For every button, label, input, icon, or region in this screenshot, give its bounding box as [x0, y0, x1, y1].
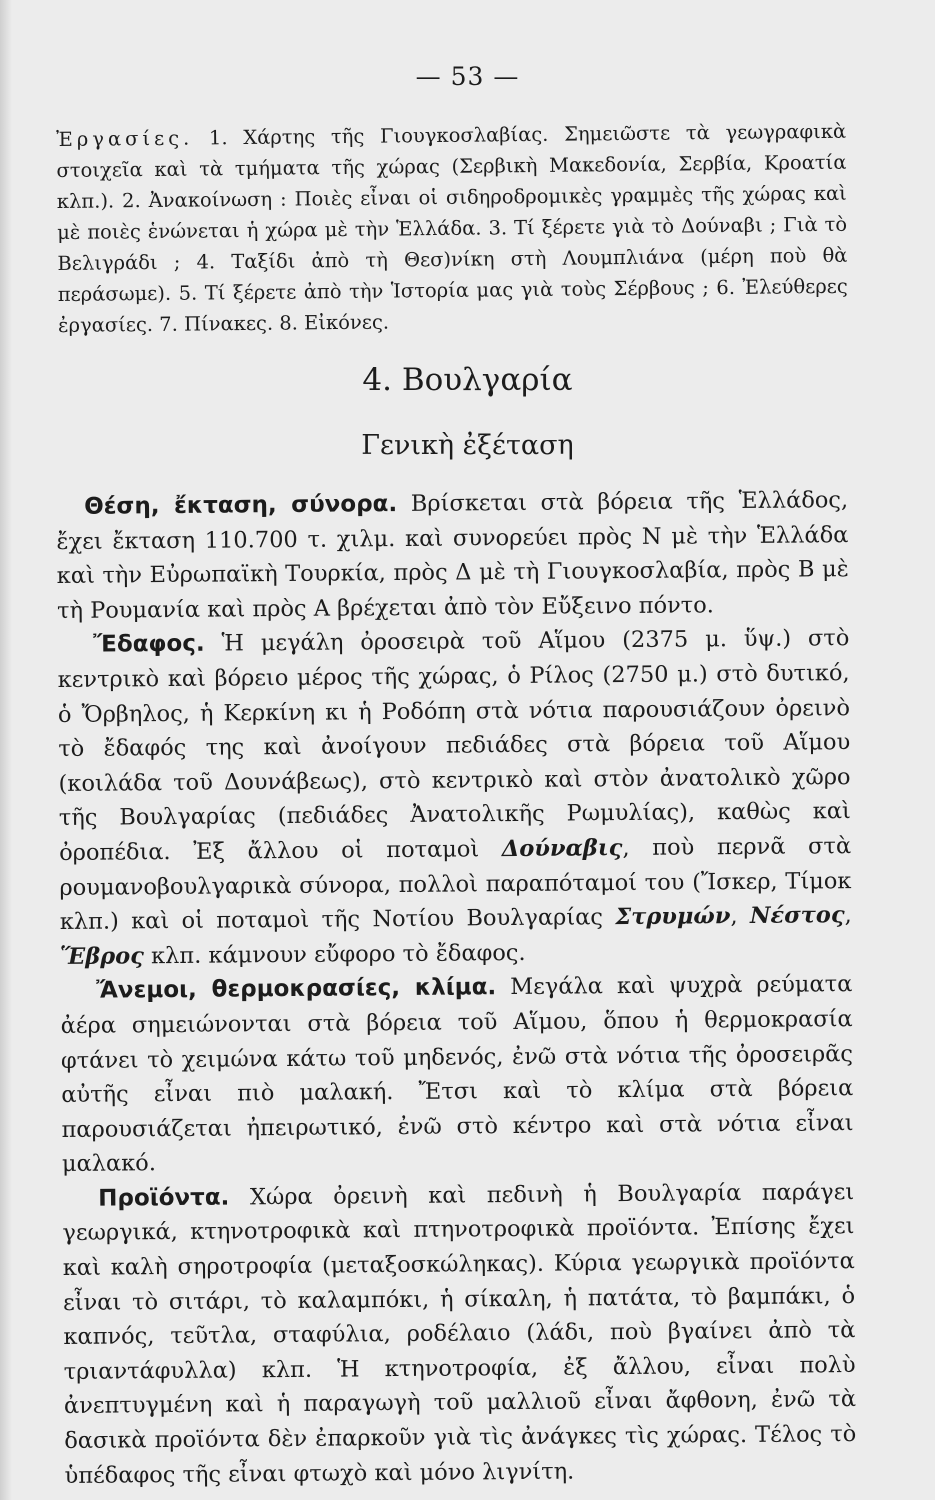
paragraph-text: Μεγάλα καὶ ψυχρὰ ρεύματα ἀέρα σημειώνονται στὰ βόρεια τοῦ Αἵμου, ὅπου ἡ θερμοκρασία φτάνει τὸ χειμώνα κάτω τοῦ μηδενός, ἐνῶ στὰ νότια τῆς ὀροσειρᾶς αὐτῆς εἶναι πιὸ μαλακή. Ἔτσι καὶ τὸ κλίμα στὰ βόρεια παρουσιάζεται ἠπειρωτικό, ἐνῶ στὸ κέντρο καὶ στὰ νότια εἶναι μαλακό.	[60, 971, 854, 1178]
paragraph-heading: Προϊόντα.	[98, 1184, 230, 1212]
paragraph-products	[62, 1175, 857, 1493]
paragraph-terrain	[57, 621, 852, 974]
river-name: Νέστος	[749, 902, 845, 930]
exercises-block	[56, 116, 848, 341]
paragraph-heading: Θέση, ἔκταση, σύνορα.	[84, 491, 398, 520]
paragraph-position	[56, 483, 849, 628]
exercises-lead: Ἐργασίες.	[56, 126, 194, 151]
paragraph-heading: Ἄνεμοι, θερμοκρασίες, κλίμα.	[96, 974, 497, 1004]
river-name: Ἕβρος	[59, 942, 144, 970]
separator: ,	[844, 902, 852, 929]
paragraph-climate	[60, 967, 854, 1181]
paragraph-text: Χώρα ὀρεινὴ καὶ πεδινὴ ἡ Βουλγαρία παράγει γεωργικά, κτηνοτροφικὰ καὶ πτηνοτροφικὰ προϊόντα. Ἐπίσης ἔχει καὶ καλὴ σηροτροφία (μεταξοσκώληκας). Κύρια γεωργικὰ προϊόντα εἶναι τὸ σιτάρι, τὸ καλαμπόκι, ἡ σίκαλη, ἡ πατάτα, τὸ βαμπάκι, ὁ καπνός, τεῦτλα, σταφύλια, ροδέλαιο (λάδι, ποὺ βγαίνει ἀπὸ τὰ τριαντάφυλλα) κλπ. Ἡ κτηνοτροφία, ἐξ ἄλλου, εἶναι πολὺ ἀνεπτυγμένη καὶ ἡ παραγωγὴ τοῦ μαλλιοῦ εἶναι ἄφθονη, ἐνῶ τὰ δασικὰ προϊόντα δὲν ἐπαρκοῦν γιὰ τὶς ἀνάγκες τὶς χώρας. Τέλος τὸ ὑπέδαφος τῆς εἶναι φτωχὸ καὶ μόνο λιγνίτη.	[62, 1178, 857, 1489]
paragraph-text: κλπ. κάμνουν εὔφορο τὸ ἔδαφος.	[143, 939, 526, 969]
page-edge-shadow	[0, 0, 12, 1500]
exercises-text: 1. Χάρτης τῆς Γιουγκοσλαβίας. Σημειῶστε τὰ γεωγραφικὰ στοιχεῖα καὶ τὰ τμήματα τῆς χώρας (Σερβικὴ Μακεδονία, Σερβία, Κροατία κλπ.). 2. Ἀνακοίνωση : Ποιὲς εἶναι οἱ σιδηροδρομικὲς γραμμὲς τῆς χώρας καὶ μὲ ποιὲς ἑνώνεται ἡ χώρα μὲ τὴν Ἑλλάδα. 3. Τί ξέρετε γιὰ τὸ Δούναβι ; Γιὰ τὸ Βελιγράδι ; 4. Ταξίδι ἀπὸ τὴ Θεσ)νίκη στὴ Λουμπλιάνα (μέρη ποὺ θὰ περάσωμε). 5. Τί ξέρετε ἀπὸ τὴν Ἱστορία μας γιὰ τοὺς Σέρβους ; 6. Ἐλεύθερες ἐργασίες. 7. Πίνακες. 8. Εἰκόνες.	[56, 119, 848, 337]
paragraph-text: , ποὺ περνᾶ στὰ ρουμανοβουλγαρικὰ σύνορα, πολλοὶ παραπόταμοί του (Ἴσκερ, Τίμοκ κλπ.) καὶ οἱ ποταμοὶ τῆς Νοτίου Βουλγαρίας	[59, 833, 852, 936]
page-number: — 53 —	[415, 62, 520, 91]
chapter-title: 4. Βουλγαρία	[362, 362, 573, 398]
paragraph-heading: Ἔδαφος.	[93, 631, 205, 659]
river-name: Δούναβις	[501, 835, 623, 863]
section-title: Γενικὴ ἐξέταση	[361, 430, 574, 461]
body-text	[56, 483, 857, 1493]
river-name: Στρυμών	[615, 903, 731, 931]
paragraph-text: Ἡ μεγάλη ὀροσειρὰ τοῦ Αἵμου (2375 μ. ὕψ.) στὸ κεντρικὸ καὶ βόρειο μέρος τῆς χώρας, ὁ Ρίλος (2750 μ.) στὸ δυτικό, ὁ Ὄρβηλος, ἡ Κερκίνη κι ἡ Ροδόπη στὰ νότια παρουσιάζουν ὀρεινὸ τὸ ἔδαφός της καὶ ἀνοίγουν πεδιάδες στὰ βόρεια τοῦ Αἵμου (κοιλάδα τοῦ Δουνάβεως), στὸ κεντρικὸ καὶ στὸν ἀνατολικὸ χῶρο τῆς Βουλγαρίας (πεδιάδες Ἀνατολικῆς Ρωμυλίας), καθὼς καὶ ὀροπέδια. Ἐξ ἄλλου οἱ ποταμοὶ	[57, 625, 851, 866]
paragraph-text: Βρίσκεται στὰ βόρεια τῆς Ἑλλάδος, ἔχει ἔκταση 110.700 τ. χιλμ. καὶ συνορεύει πρὸς Ν μὲ τὴν Ἑλλάδα καὶ τὴν Εὐρωπαϊκὴ Τουρκία, πρὸς Δ μὲ τὴ Γιουγκοσλαβία, πρὸς Β μὲ τὴ Ρουμανία καὶ πρὸς Α βρέχεται ἀπὸ τὸν Εὔξεινο πόντο.	[56, 487, 849, 624]
separator: ,	[730, 903, 751, 930]
